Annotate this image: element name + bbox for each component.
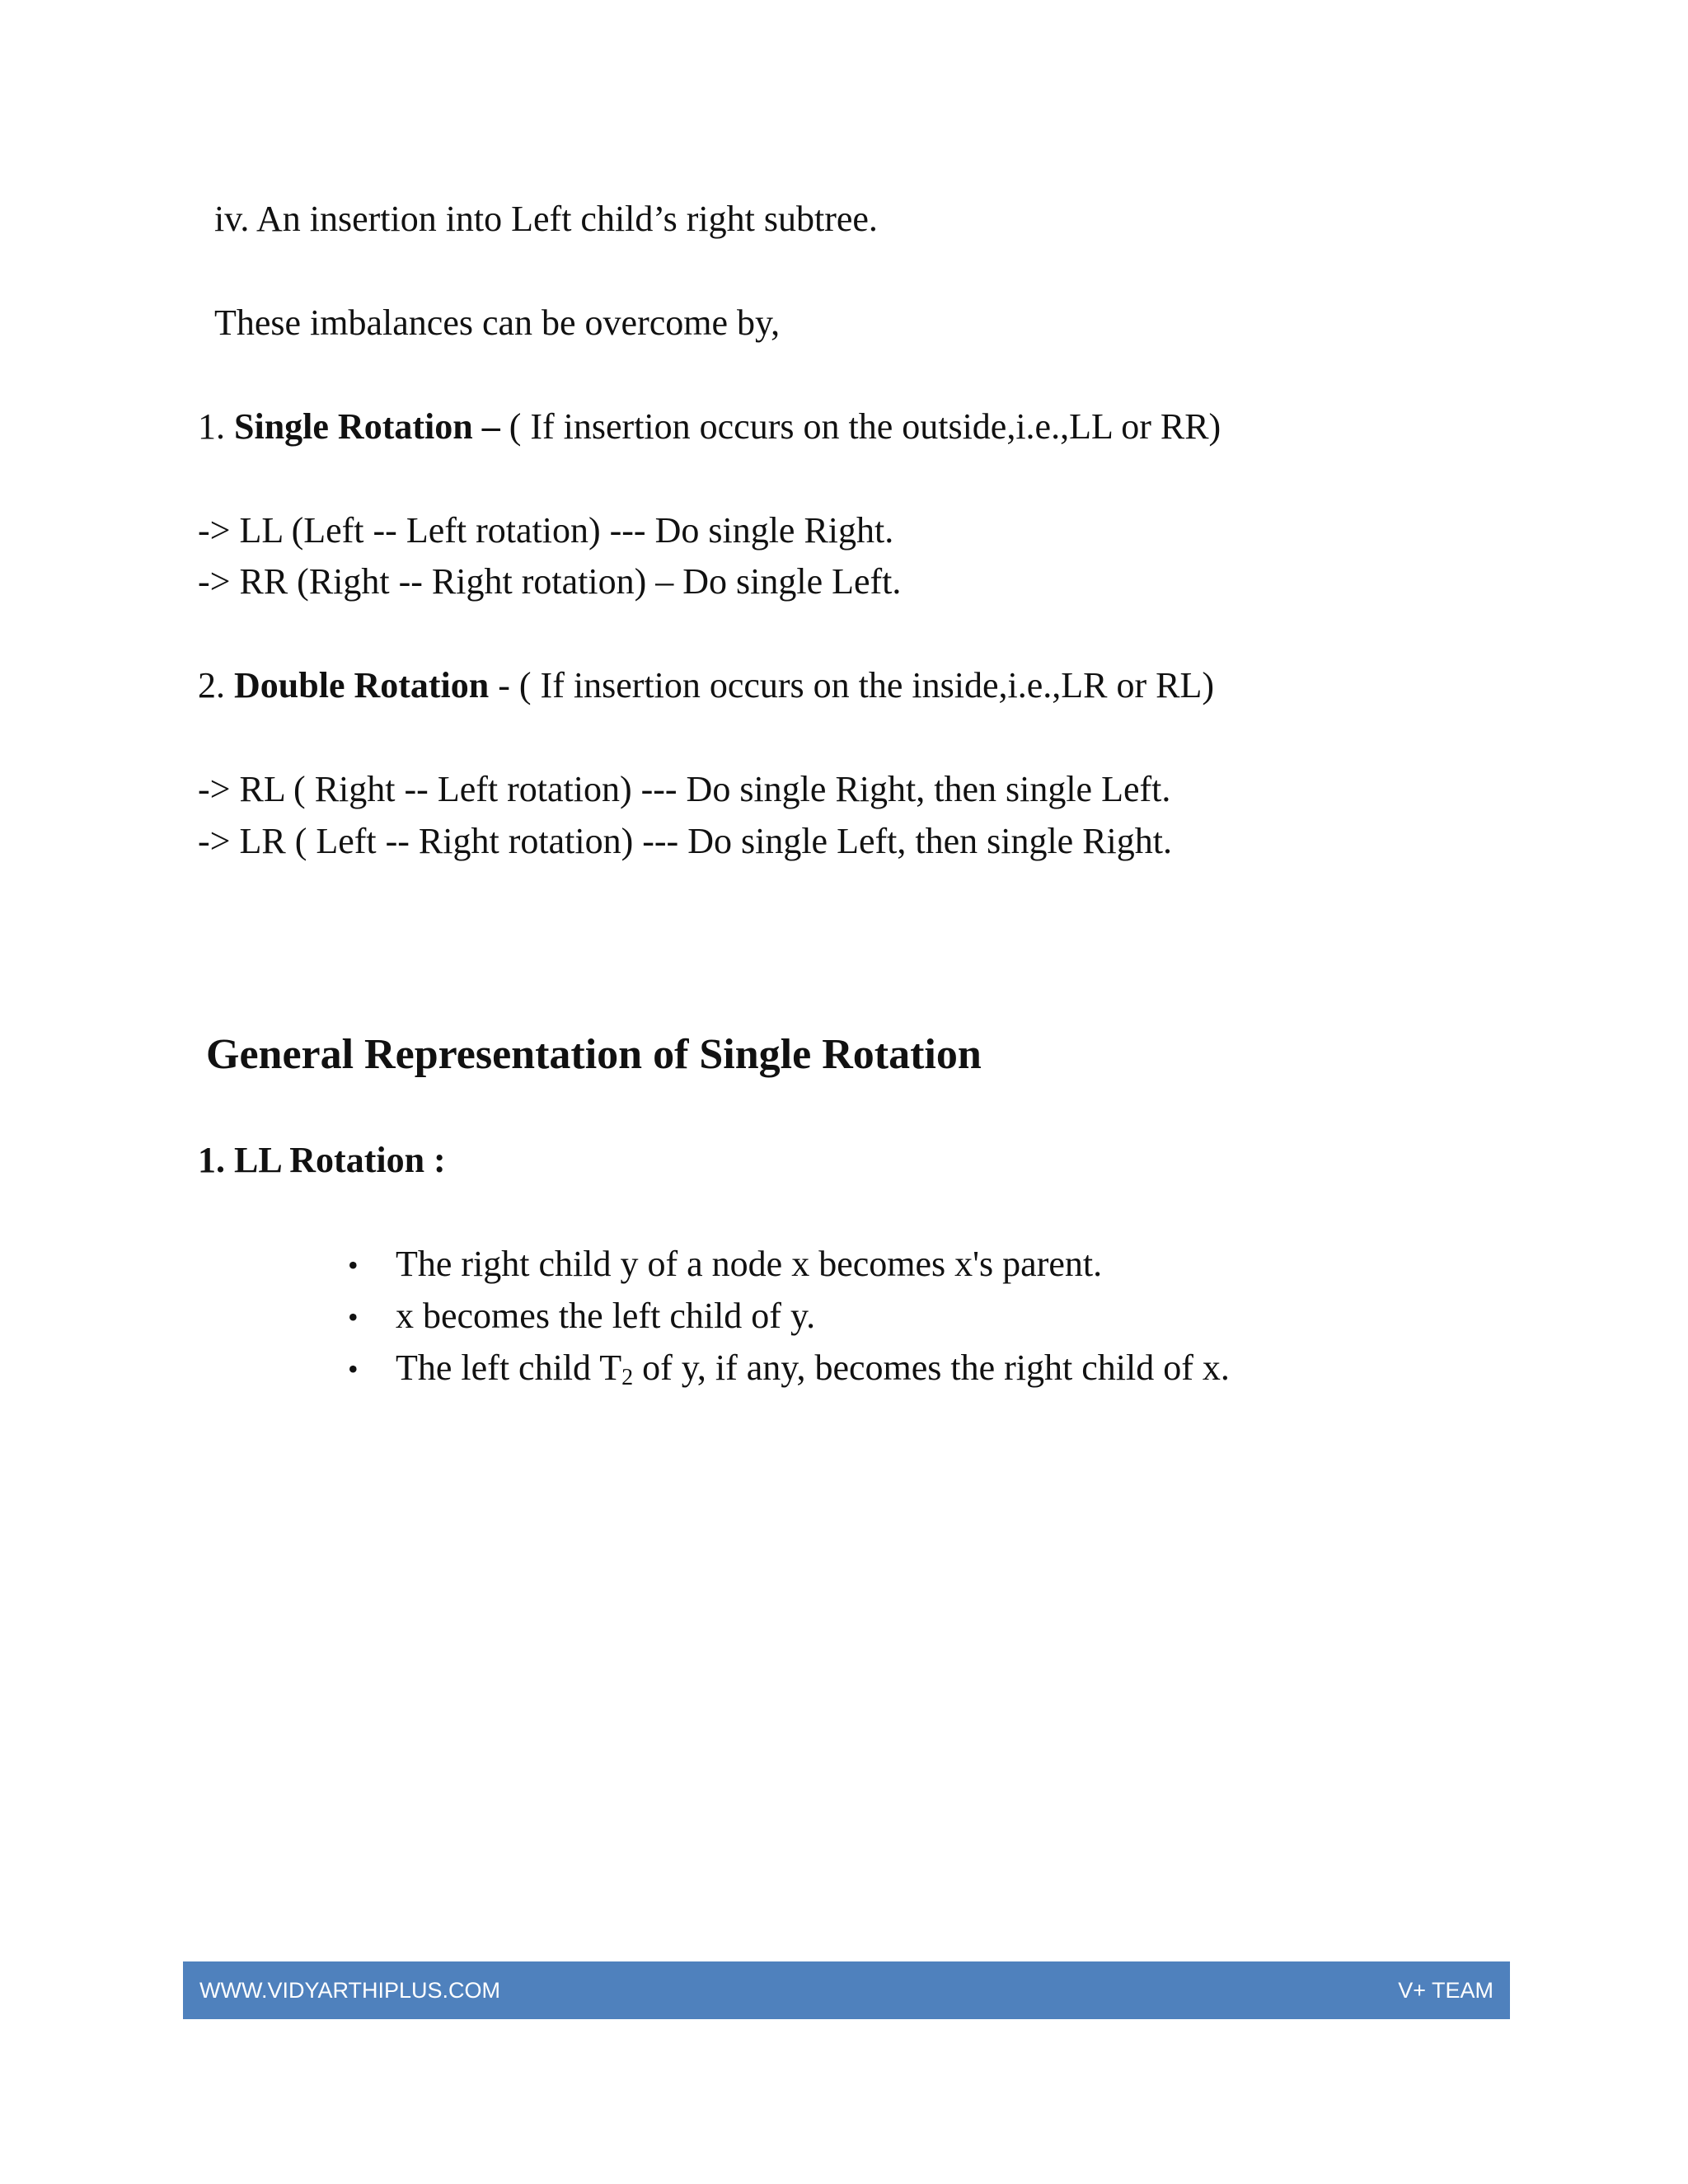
rr-rule: -> RR (Right -- Right rotation) – Do single Left. bbox=[198, 561, 902, 602]
bullet-3-suffix: of y, if any, becomes the right child of x. bbox=[633, 1347, 1230, 1388]
rl-rule: -> RL ( Right -- Left rotation) --- Do single Right, then single Left. bbox=[198, 769, 1171, 809]
single-rotation-description: ( If insertion occurs on the outside,i.e.,LL or RR) bbox=[499, 406, 1221, 447]
single-rotation-number: 1. bbox=[198, 406, 234, 447]
bullet-marker: • bbox=[348, 1301, 359, 1333]
list-item-iv: iv. An insertion into Left child’s right subtree. bbox=[214, 199, 878, 239]
double-rotation-number: 2. bbox=[198, 665, 234, 705]
bullet-marker: • bbox=[348, 1352, 359, 1385]
bullet-marker: • bbox=[348, 1249, 359, 1282]
ll-rule: -> LL (Left -- Left rotation) --- Do single Right. bbox=[198, 510, 894, 551]
bullet-3-subscript: 2 bbox=[621, 1365, 634, 1390]
bullet-item-2: x becomes the left child of y. bbox=[396, 1296, 816, 1336]
ll-rotation-subheading: 1. LL Rotation : bbox=[198, 1140, 446, 1180]
bullet-item-1: The right child y of a node x becomes x's parent. bbox=[396, 1244, 1103, 1284]
section-heading: General Representation of Single Rotation bbox=[206, 1031, 982, 1078]
single-rotation-title: Single Rotation – bbox=[234, 406, 500, 447]
intro-sentence: These imbalances can be overcome by, bbox=[214, 302, 781, 343]
footer-website: WWW.VIDYARTHIPLUS.COM bbox=[199, 1978, 501, 2003]
double-rotation-line bbox=[198, 663, 1214, 709]
lr-rule: -> LR ( Left -- Right rotation) --- Do single Left, then single Right. bbox=[198, 821, 1173, 861]
bullet-item-3 bbox=[396, 1345, 1230, 1391]
footer-bar bbox=[183, 1961, 1510, 2019]
bullet-3-prefix: The left child T bbox=[396, 1347, 622, 1388]
footer-team: V+ TEAM bbox=[1398, 1978, 1493, 2003]
double-rotation-title: Double Rotation bbox=[234, 665, 490, 705]
double-rotation-description: - ( If insertion occurs on the inside,i.e.,LR or RL) bbox=[489, 665, 1215, 705]
single-rotation-line bbox=[198, 404, 1221, 450]
